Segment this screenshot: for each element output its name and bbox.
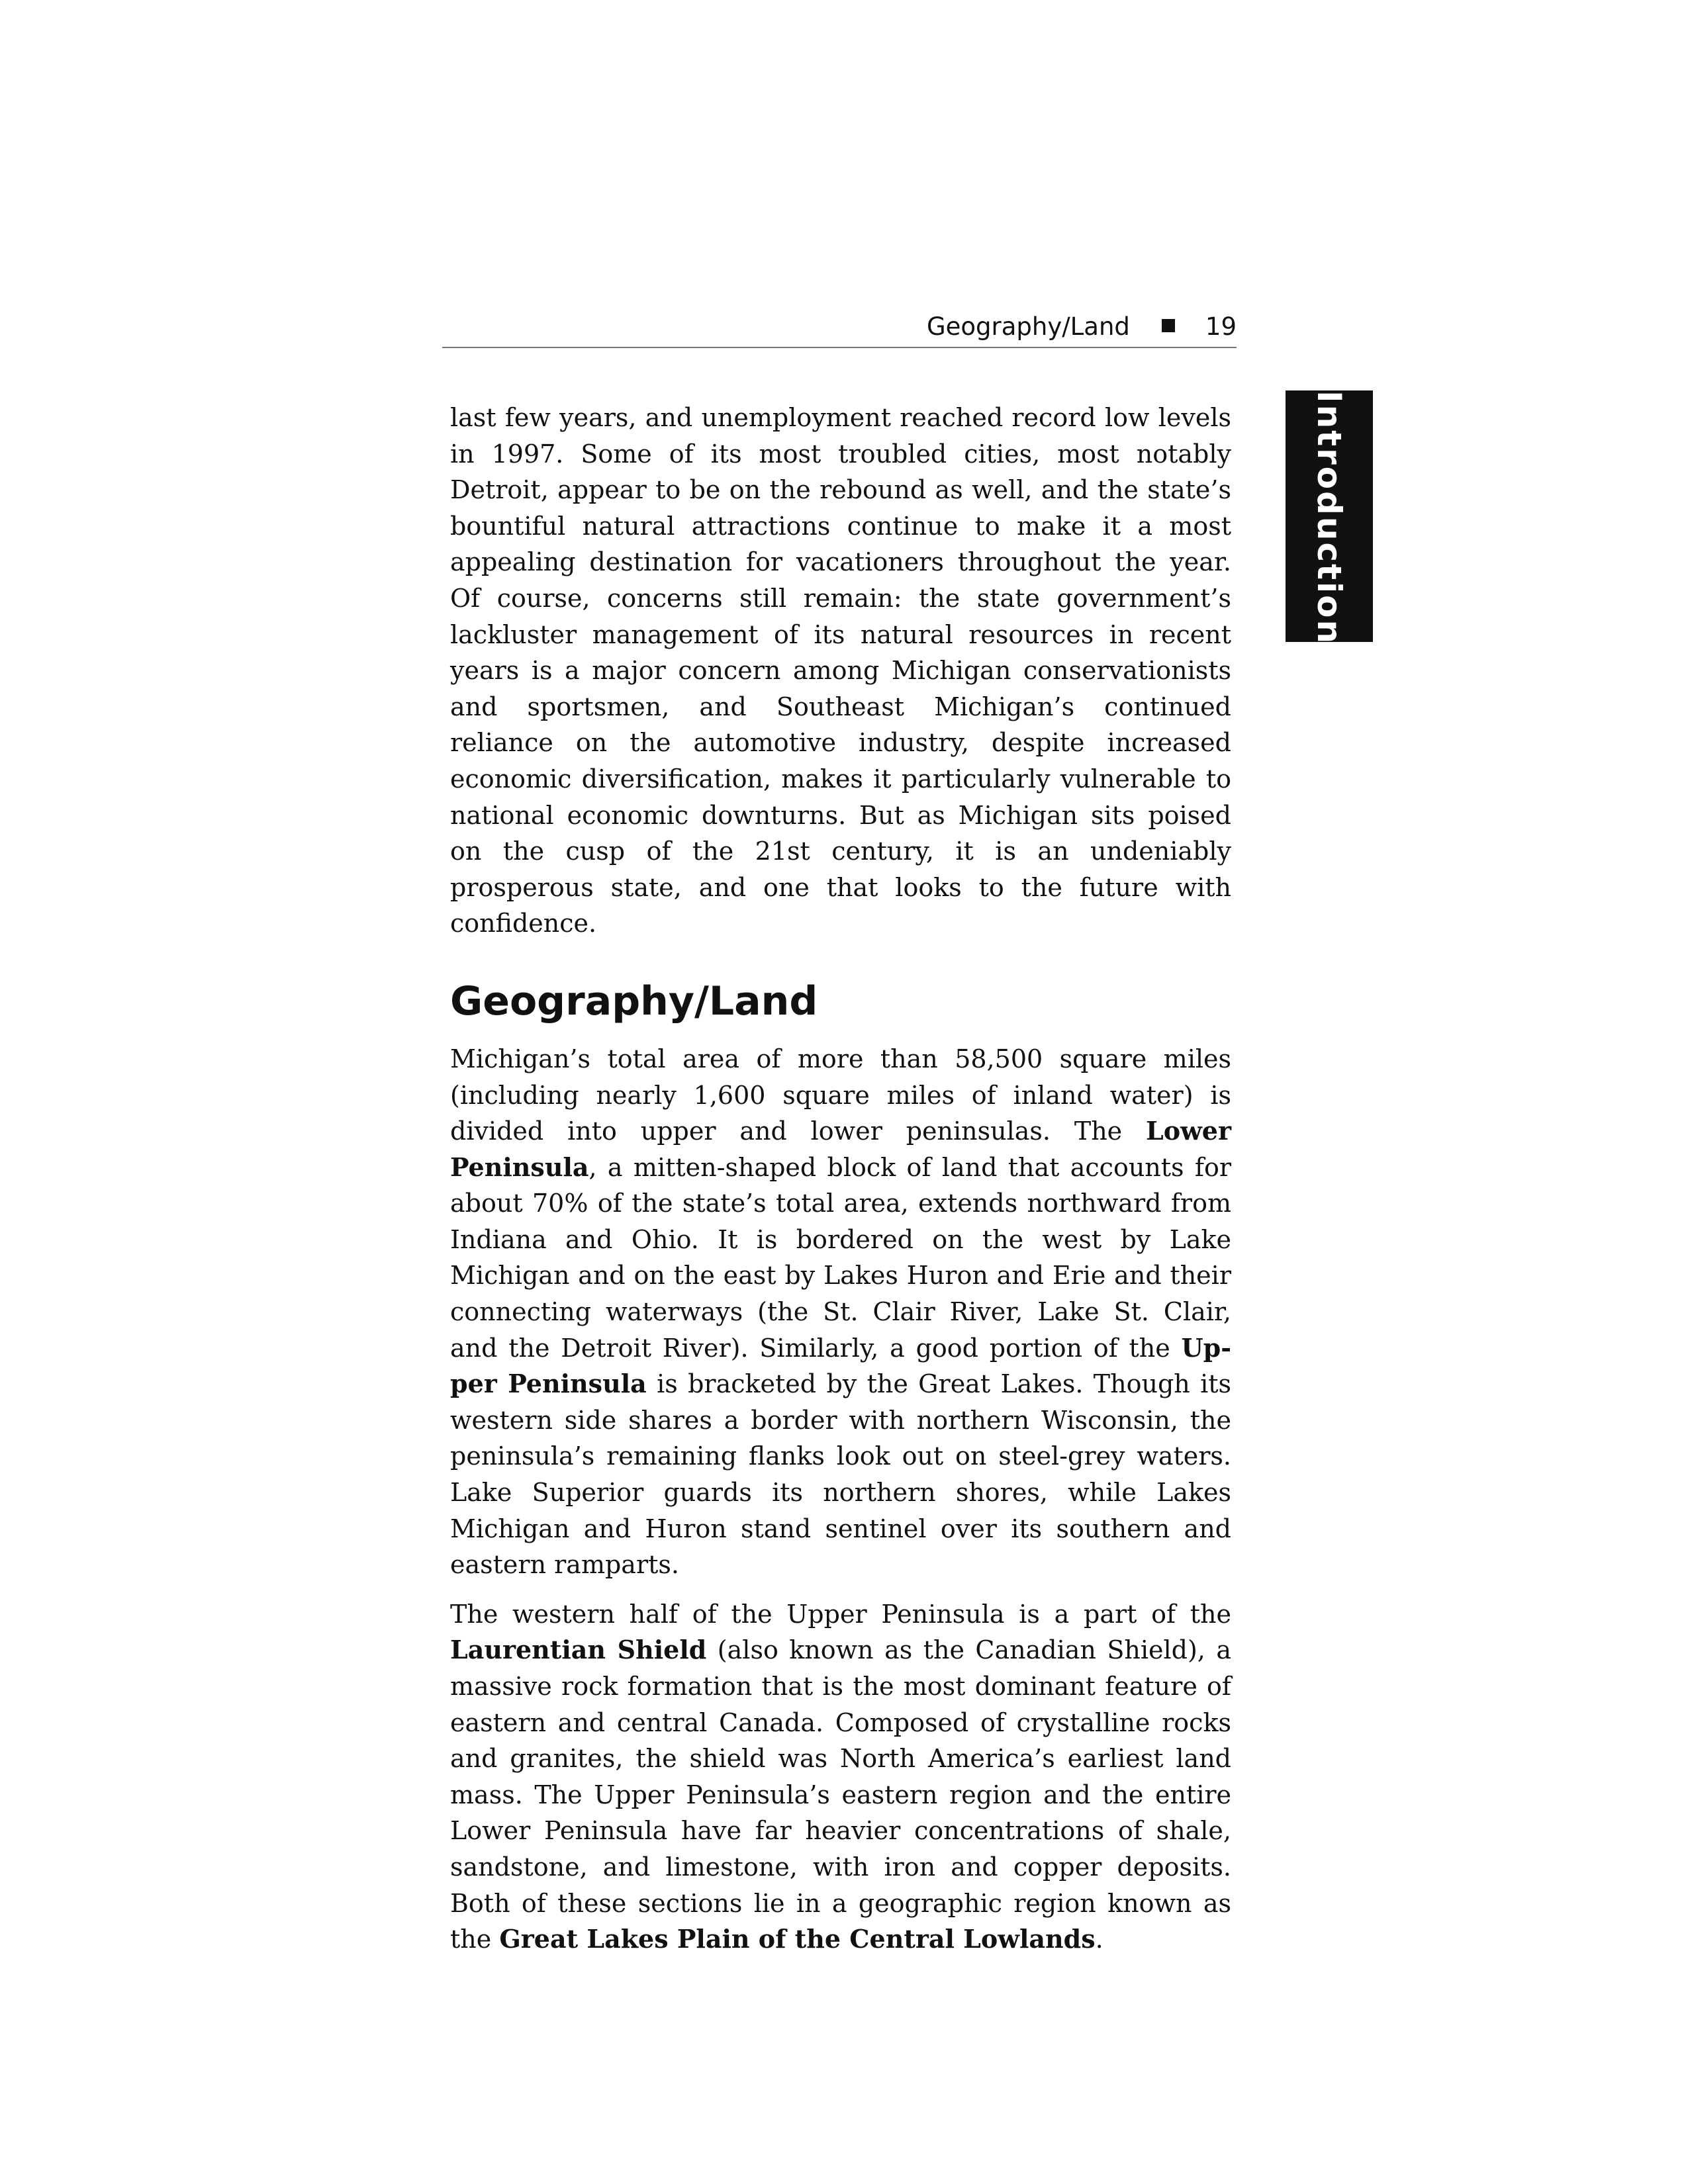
- paragraph-2-text-2: , a mitten-shaped block of land that accounts for about 70% of the state’s total area, extends northward from Indiana and Ohio. It is bordered on the west by Lake Michigan and on the east by Lakes Huron and Erie and their connecting waterways (the St. Clair River, Lake St. Clair, and the Detroit River). Similarly, a good portion of the: [450, 1152, 1231, 1363]
- page-number: 19: [1205, 312, 1237, 341]
- paragraph-3-text-2: (also known as the Canadian Shield), a massive rock formation that is the most dominant feature of eastern and central Canada. Composed of crystalline rocks and granites, the shield was North America’s earliest land mass. The Upper Peninsula’s eastern region and the entire Lower Peninsula have far heavier concentrations of shale, sandstone, and limestone, with iron and copper deposits. Both of these sections lie in a geographic region known as the: [450, 1635, 1231, 1954]
- section-tab-label: Introduction: [1310, 390, 1348, 646]
- paragraph-2: [450, 1041, 1231, 1583]
- term-upper-peninsula: Upper Peninsula: [450, 1332, 1231, 1399]
- term-lower-peninsula: Lower Peninsula: [450, 1116, 1231, 1182]
- section-tab: [1286, 390, 1373, 646]
- paragraph-3: [450, 1596, 1231, 1958]
- paragraph-3-text-3: .: [1095, 1925, 1103, 1954]
- square-bullet-icon: [1162, 319, 1175, 332]
- term-great-lakes-plain: Great Lakes Plain of the Central Lowlands: [499, 1924, 1096, 1954]
- running-title: Geography/Land: [926, 312, 1130, 341]
- paragraph-2-text-3: is bracketed by the Great Lakes. Though its western side shares a border with northern Wisconsin, the peninsula’s remaining flanks look out on steel-grey waters. Lake Superior guards its northern shores, while Lakes Michigan and Huron stand sentinel over its southern and eastern ramparts.: [450, 1369, 1232, 1580]
- body-text: [450, 400, 1231, 1958]
- paragraph-2-text-1: Michigan’s total area of more than 58,500 square miles (including nearly 1,600 square miles of inland water) is divided into upper and lower peninsulas. The: [450, 1044, 1231, 1146]
- paragraph-3-text-1: The western half of the Upper Peninsula is a part of the: [450, 1599, 1231, 1629]
- term-laurentian-shield: Laurentian Shield: [450, 1635, 707, 1665]
- header-rule: [442, 347, 1237, 348]
- section-heading: Geography/Land: [450, 978, 818, 1024]
- paragraph-1: last few years, and unemployment reached record low levels in 1997. Some of its most troubled cities, most notably Detroit, appear to be on the rebound as well, and the state’s bountiful natural attractions continue to make it a most appealing destination for vacationers throughout the year. Of course, concerns still remain: the state government’s lackluster management of its natural resources in recent years is a major concern among Michigan conservationists and sportsmen, and Southeast Michigan’s continued reliance on the automotive industry, despite increased economic diversification, makes it particularly vulnerable to national economic downturns. But as Michigan sits poised on the cusp of the 21st century, it is an undeniably prosperous state, and one that looks to the future with confidence.: [450, 403, 1231, 938]
- running-head: [442, 308, 1237, 345]
